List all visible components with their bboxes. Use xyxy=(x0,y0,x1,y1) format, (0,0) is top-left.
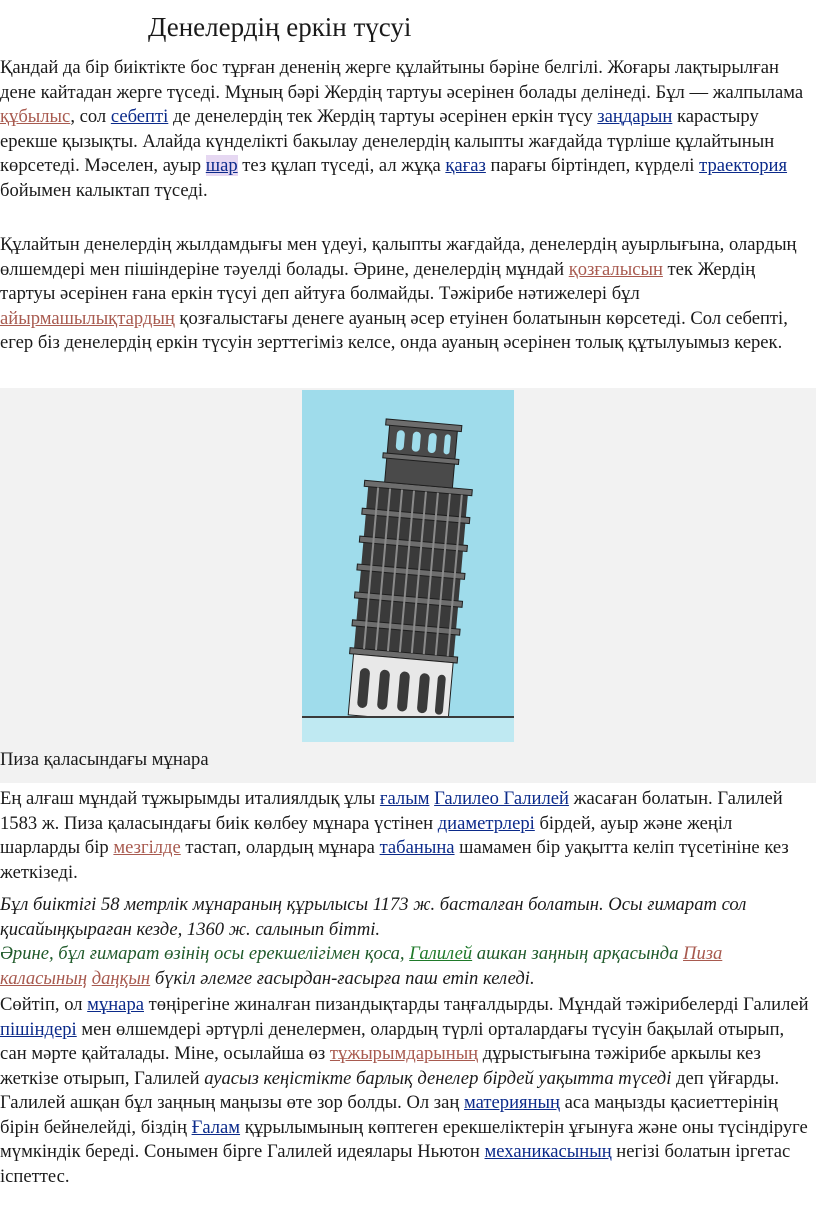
link-mezgilde[interactable]: мезгілде xyxy=(113,837,181,858)
link-ayyrmashylyktardyn[interactable]: айырмашылықтардың xyxy=(0,307,175,329)
page-title: Денелердің еркін түсуі xyxy=(148,12,412,42)
link-sebepti[interactable]: себепті xyxy=(110,106,169,127)
link-zandaryn[interactable]: заңдарын xyxy=(597,106,673,127)
link-dankyn[interactable]: даңқын xyxy=(91,967,151,989)
link-kozgalysyn[interactable]: қозғалысын xyxy=(568,258,663,280)
link-shar[interactable]: шар xyxy=(205,155,238,176)
paragraph-tower-history: Бұл биіктігі 58 метрлік мұнараның құрылысы 1173 ж. басталған болатын. Осы ғимарат сол қисайыңқыраған кезде, 1360 ж. салынып бітті. Әрине, бұл ғимарат өзінің осы ерекшелігімен қоса, Галилей ашкан заңның арқасында Пиза каласының даңқын бүкіл әлемге ғасырдан-ғасырға паш етіп келеді. xyxy=(0,894,747,989)
link-galileo-galilei[interactable]: Галилео Галилей xyxy=(434,788,569,809)
link-mehanikasynyn[interactable]: механикасының xyxy=(484,1141,612,1162)
paragraph-galileo: Ең алғаш мұндай тұжырымды италиялдық ұлы ғалым Галилео Галилей жасаған болатын. Галилей 1583 ж. Пиза қаласындағы биік көлбеу мұнара үстінен диаметрлері бірдей, ауыр және жеңіл шарларды бір мезгілде тастап, олардың мұнара табанына шамамен бір уақытта келіп түсетініне кез жеткізеді. xyxy=(0,788,789,883)
link-kagaz[interactable]: қағаз xyxy=(445,155,486,176)
link-tabanyna[interactable]: табанына xyxy=(379,837,455,858)
figure-caption: Пиза қаласындағы мұнара xyxy=(0,749,209,770)
link-materiyanyn[interactable]: материяның xyxy=(464,1092,560,1113)
leaning-tower-illustration xyxy=(302,390,514,742)
link-galym[interactable]: ғалым xyxy=(379,788,430,809)
link-galilei[interactable]: Галилей xyxy=(409,943,473,964)
paragraph-conclusion: Сөйтіп, ол мұнара төңірегіне жиналған пизандықтарды таңғалдырды. Мұндай тәжірибелерді Галилей пішіндері мен өлшемдері әртүрлі денелермен, олардың түрлі орталардағы түсуін бақылай отырып, сан мәрте қайталады. Міне, осылайша өз тұжырымдарының дұрыстығына тәжірибе аркылы кез жеткізе отырып, Галилей ауасыз кеңістікте барлық денелер бірдей уақытта түседі деп үйғарды. Галилей ашқан бұл заңның маңызы өте зор болды. Ол заң материяның аса маңызды қасиеттерінің бірін бейнелейді, біздің Ғалам құрылымының көптеген ерекшеліктерін ұғынуға және оны түсіндіруге мүмкіндік береді. Сонымен бірге Галилей идеялары Ньютон механикасының негізі болатын іргетас іспеттес. xyxy=(0,994,809,1187)
link-kubylys[interactable]: құбылыс xyxy=(0,106,71,127)
link-traektoriya[interactable]: траектория xyxy=(699,155,788,176)
paragraph-speed: Құлайтын денелердің жылдамдығы мен үдеуі, қалыпты жағдайда, денелердің ауырлығына, олардың өлшемдері мен пішіндеріне тәуелді болады. Әрине, денелердің мұндай қозғалысын тек Жердің тартуы әсерінен ғана еркін түсуі деп айтуға болмайды. Тәжірибе нәтижелері бұл айырмашылықтардың қозғалыстағы денеге ауаның әсер етуінен болатынын көрсетеді. Сол себепті, егер біз денелердің еркін түсуін зерттегіміз келсе, онда ауаның әсерінен толық құтылуымыз керек. xyxy=(0,234,797,353)
leaning-tower-image xyxy=(302,390,514,742)
link-galam[interactable]: Ғалам xyxy=(191,1116,241,1138)
link-munara[interactable]: мұнара xyxy=(87,994,144,1015)
link-tujyrymdarynyn[interactable]: тұжырымдарының xyxy=(329,1043,479,1064)
link-piza-kalasynyn[interactable]: Пиза каласының xyxy=(0,943,723,989)
paragraph-intro: Қандай да бір биіктікте бос тұрған дененің жерге құлайтыны бәріне белгілі. Жоғары лақтырылған дене кайтадан жерге түседі. Мұның бәрі Жердің тартуы әсерінен болады делінеді. Бұл — жалпылама құбылыс, сол себепті де денелердің тек Жердің тартуы әсерінен еркін түсу заңдарын карастыру ерекше қызықты. Алайда күнделікті бакылау денелердің калыпты жағдайда түрліше құлайтынын көрсетеді. Мәселен, ауыр шар тез құлап түседі, ал жұқа қағаз парағы біртіндеп, күрделі траектория бойымен калыктап түседі. xyxy=(0,57,804,201)
link-pishinderi[interactable]: пішіндері xyxy=(0,1018,77,1040)
link-diametrleri[interactable]: диаметрлері xyxy=(437,812,535,834)
